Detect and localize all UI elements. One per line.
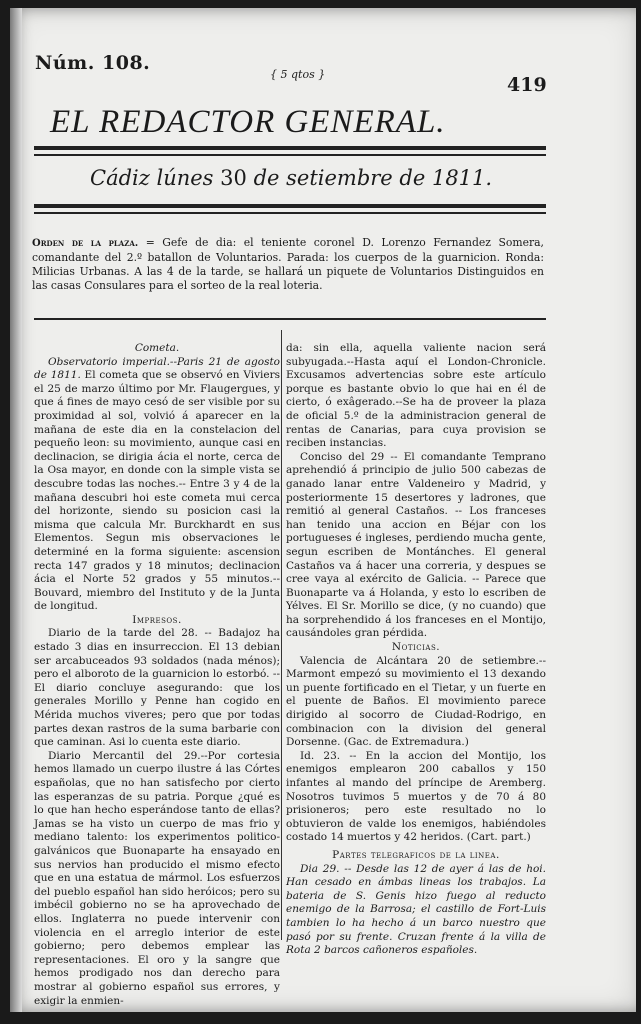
masthead-title: EL REDACTOR GENERAL.	[50, 104, 446, 140]
dateline-city: Cádiz lúnes	[90, 166, 214, 190]
partes-heading: Partes telegraficos de la linea.	[332, 848, 500, 861]
diario-mercantil-article: Diario Mercantil del 29.--Por cortesia hemos llamado un cuerpo ilustre á las Córtes españolas, que no han satisfecho por cierto las esperanzas de su patria. Porque ¿qué es lo que han hecho esperándose tanto de ellas? Jamas se ha visto un cuerpo de mas frio y mediano talento: los experimentos politico-galvánicos que Buonaparte ha ensayado en sus nervios han producido el mismo efecto que en una estatua de mármol. Los esfuerzos del pueblo español han sido heróicos; pero su imbécil gobierno no se ha aprovechado de ellos. Inglaterra no puede intervenir con violencia en el arreglo interior de este gobierno; pero debemos emplear las representaciones. El oro y la sangre que hemos prodigado nos dan derecho para mostrar al gobierno español sus errores, y exigir la enmien-	[34, 749, 280, 1007]
dateline-day: 30	[220, 166, 247, 190]
noticias-heading: Noticias.	[391, 641, 441, 654]
issue-price: { 5 qtos }	[270, 68, 326, 81]
page-number: 419	[507, 74, 547, 96]
right-column	[286, 342, 546, 958]
orden-de-la-plaza	[32, 236, 544, 293]
dateline-rule-bottom	[34, 212, 546, 214]
continuation-paragraph: da: sin ella, aquella valiente nacion será subyugada.--Hasta aquí el London-Chronicle. Excusamos advertencias sobre este artículo porque es bastante obvio lo que hai en él de cierto, ó exâgerado.--Se ha de proveer la plaza de oficial 5.º de la administracion general de rentas de Canarias, para cuya provision se reciben instancias.	[286, 342, 546, 450]
cometa-body: El cometa que se observó en Viviers el 25 de marzo último por Mr. Flaugergues, y que á fines de mayo cesó de ser visible por su proximidad al sol, volvió á aparecer en la mañana de este dia en la constelacion del pequeño leon: su movimiento, aunque casi en declinacion, se dirigia ácia el norte, cerca de la Osa mayor, en donde con la simple vista se descubre todas las noches.-- Entre 3 y 4 de la mañana descubri hoi este cometa mui cerca del horizonte, siendo su posicion casi la misma que calcula Mr. Burckhardt en sus Elementos. Segun mis observaciones le determiné en la forma siguiente: ascension recta 147 grados y 18 minutos; declinacion ácia el Norte 52 grados y 55 minutos.-- Bouvard, miembro del Instituto y de la Junta de longitud.	[34, 369, 280, 613]
dateline-rest: de setiembre de 1811.	[253, 166, 493, 190]
issue-number: Núm. 108.	[35, 52, 151, 74]
id23-article: Id. 23. -- En la accion del Montijo, los enemigos emplearon 200 caballos y 150 infantes al mando del príncipe de Aremberg. Nosotros tuvimos 5 muertos y de 70 á 80 prisioneros; pero este resultado no lo obtuvieron de valde los enemigos, habiéndoles costado 14 muertos y 42 heridos. (Cart. part.)	[286, 749, 546, 844]
dateline-rule-top	[34, 204, 546, 208]
masthead-rule-top	[34, 146, 546, 150]
diario-tarde-article: Diario de la tarde del 28. -- Badajoz ha estado 3 dias en insurreccion. El 13 debian ser arcabuceados 93 soldados (nada ménos); pero el alboroto de la guarnicion lo estorbó. -- El diario concluye asegurando: que los generales Morillo y Penne han cogido en Mérida muchos viveres; pero que por todas partes dexan rastros de la suma barbarie con que caminan. Asi lo cuenta este diario.	[34, 627, 280, 749]
orden-lead: Orden de la plaza.	[32, 238, 139, 249]
newspaper-page	[10, 8, 636, 1012]
left-column	[34, 342, 280, 1008]
column-divider	[281, 330, 282, 940]
cometa-article	[34, 356, 280, 614]
section-rule	[34, 318, 546, 320]
cometa-heading: Cometa.	[134, 342, 180, 354]
orden-text: = Gefe de dia: el teniente coronel D. Lorenzo Fernandez Somera, comandante del 2.º batallon de Voluntarios. Parada: los cuerpos de la guarnicion. Ronda: Milicias Urbanas. A las 4 de la tarde, se hallará un piquete de Voluntarios Distinguidos en las casas Consulares para el sorteo de la real loteria.	[32, 236, 544, 292]
impresos-heading: Impresos.	[132, 613, 182, 626]
valencia-article: Valencia de Alcántara 20 de setiembre.-- Marmont empezó su movimiento el 13 dexando un puente fortificado en el Tietar, y un fuerte en el puente de Baños. El movimiento parece dirigido al socorro de Ciudad-Rodrigo, en combinacion con la division del general Dorsenne. (Gac. de Extremadura.)	[286, 654, 546, 749]
cometa-lead: Observatorio imperial.--Paris 21 de agosto de 1811.	[34, 355, 280, 382]
dia29-article: Dia 29. -- Desde las 12 de ayer á las de hoi. Han cesado en ámbas lineas los trabajos. La bateria de S. Genis hizo fuego al reducto enemigo de la Barrosa; el castillo de Fort-Luis tambien lo ha hecho á un barco nuestro que pasó por su frente. Cruzan frente á la villa de Rota 2 barcos cañoneros españoles.	[286, 862, 546, 957]
conciso-article: Conciso del 29 -- El comandante Temprano aprehendió á principio de julio 500 cabezas de ganado lanar entre Valdeneiro y Madrid, y posteriormente 15 desertores y ladrones, que remitió al general Castaños. -- Los franceses han tenido una accion en Béjar con los portugueses é ingleses, perdiendo mucha gente, segun escriben de Montánches. El general Castaños va á hacer una correria, y despues se cree vaya al exército de Galicia. -- Parece que Buonaparte va á Holanda, y esto lo escriben de Yélves. El Sr. Morillo se dice, (y no cuando) que ha sorprehendido á los franceses en el Montijo, causándoles gran pérdida.	[286, 450, 546, 640]
dateline	[90, 166, 492, 190]
masthead-rule-bottom	[34, 154, 546, 156]
binding-shadow	[10, 8, 22, 1012]
